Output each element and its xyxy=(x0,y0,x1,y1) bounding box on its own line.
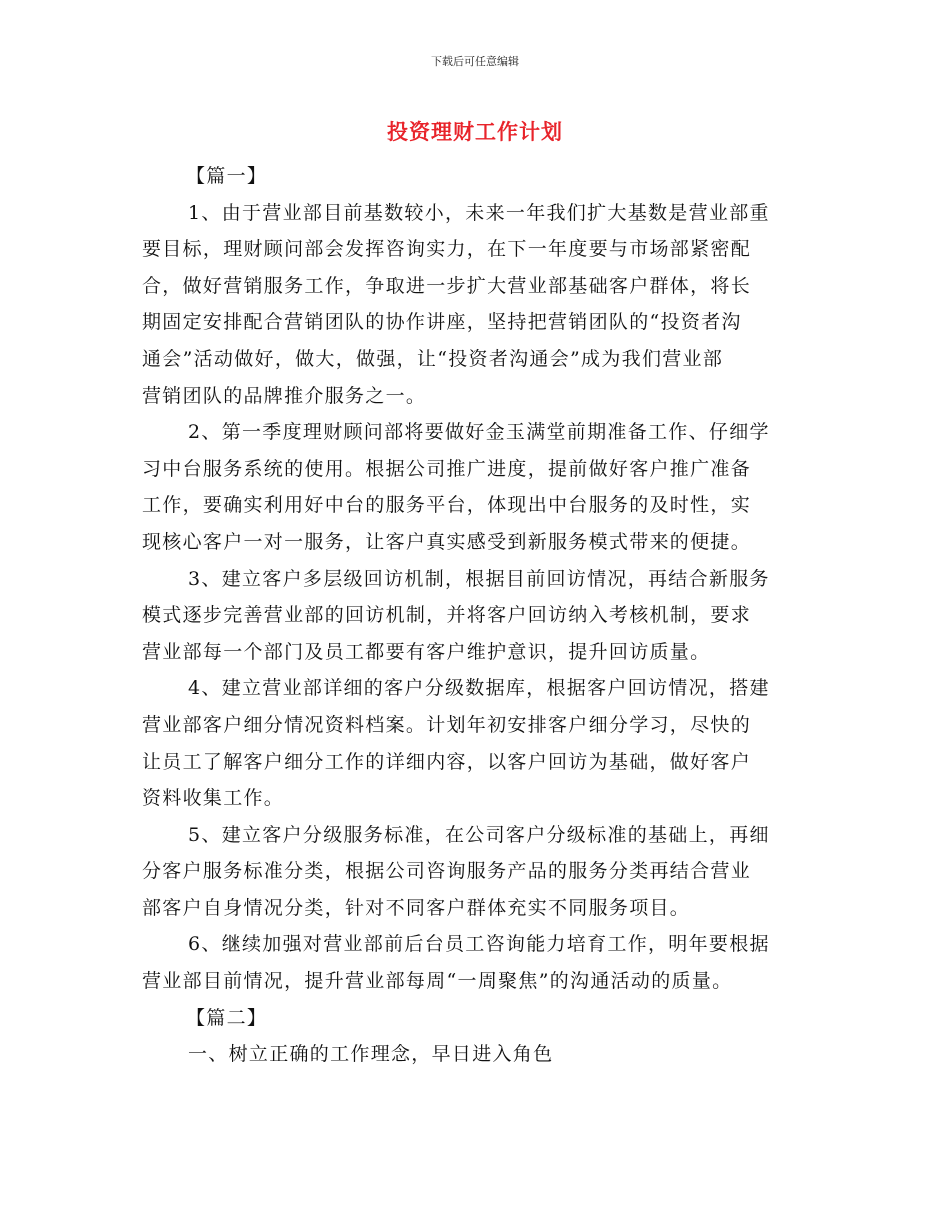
document-title: 投资理财工作计划 xyxy=(387,120,563,144)
paragraph xyxy=(142,561,802,671)
section-heading-1: 【篇一】 xyxy=(186,165,268,187)
text-line: 通会”活动做好，做大，做强，让“投资者沟通会”成为我们营业部 xyxy=(142,347,724,370)
text-line: 4、建立营业部详细的客户分级数据库，根据客户回访情况，搭建 xyxy=(188,677,770,700)
text-line: 工作，要确实利用好中台的服务平台，体现出中台服务的及时性，实 xyxy=(142,494,752,517)
text-line: 合，做好营销服务工作，争取进一步扩大营业部基础客户群体，将长 xyxy=(142,274,752,297)
text-line: 期固定安排配合营销团队的协作讲座，坚持把营销团队的“投资者沟 xyxy=(142,311,742,334)
paragraph xyxy=(142,414,802,560)
text-line: 分客户服务标准分类，根据公司咨询服务产品的服务分类再结合营业 xyxy=(142,860,752,883)
text-line: 营销团队的品牌推介服务之一。 xyxy=(142,384,427,407)
text-line: 现核心客户一对一服务，让客户真实感受到新服务模式带来的便捷。 xyxy=(142,530,752,553)
paragraph xyxy=(142,670,802,816)
paragraph xyxy=(142,1036,802,1073)
text-line: 6、继续加强对营业部前后台员工咨询能力培育工作，明年要根据 xyxy=(188,933,770,956)
text-line: 习中台服务系统的使用。根据公司推广进度，提前做好客户推广准备 xyxy=(142,457,752,480)
section-heading-2: 【篇二】 xyxy=(186,1006,268,1029)
text-line: 1、由于营业部目前基数较小，未来一年我们扩大基数是营业部重 xyxy=(188,201,770,224)
paragraph xyxy=(142,926,802,999)
text-line: 营业部每一个部门及员工都要有客户维护意识，提升回访质量。 xyxy=(142,640,711,663)
text-line: 模式逐步完善营业部的回访机制，并将客户回访纳入考核机制，要求 xyxy=(142,604,752,627)
text-line: 营业部目前情况，提升营业部每周“一周聚焦”的沟通活动的质量。 xyxy=(142,970,733,993)
text-line: 3、建立客户多层级回访机制，根据目前回访情况，再结合新服务 xyxy=(188,567,770,590)
text-line: 2、第一季度理财顾问部将要做好金玉满堂前期准备工作、仔细学 xyxy=(188,421,770,444)
paragraph xyxy=(142,195,802,415)
text-line: 资料收集工作。 xyxy=(142,787,285,810)
text-line: 要目标，理财顾问部会发挥咨询实力，在下一年度要与市场部紧密配 xyxy=(142,238,752,261)
text-line: 部客户自身情况分类，针对不同客户群体充实不同服务项目。 xyxy=(142,896,691,919)
text-line: 让员工了解客户细分工作的详细内容，以客户回访为基础，做好客户 xyxy=(142,750,752,773)
document-body xyxy=(142,158,802,1073)
text-line: 5、建立客户分级服务标准，在公司客户分级标准的基础上，再细 xyxy=(188,823,770,846)
text-line: 一、树立正确的工作理念，早日进入角色 xyxy=(188,1043,554,1066)
paragraph xyxy=(142,817,802,927)
text-line: 营业部客户细分情况资料档案。计划年初安排客户细分学习，尽快的 xyxy=(142,713,752,736)
page-header: 下载后可任意编辑 xyxy=(431,55,519,68)
